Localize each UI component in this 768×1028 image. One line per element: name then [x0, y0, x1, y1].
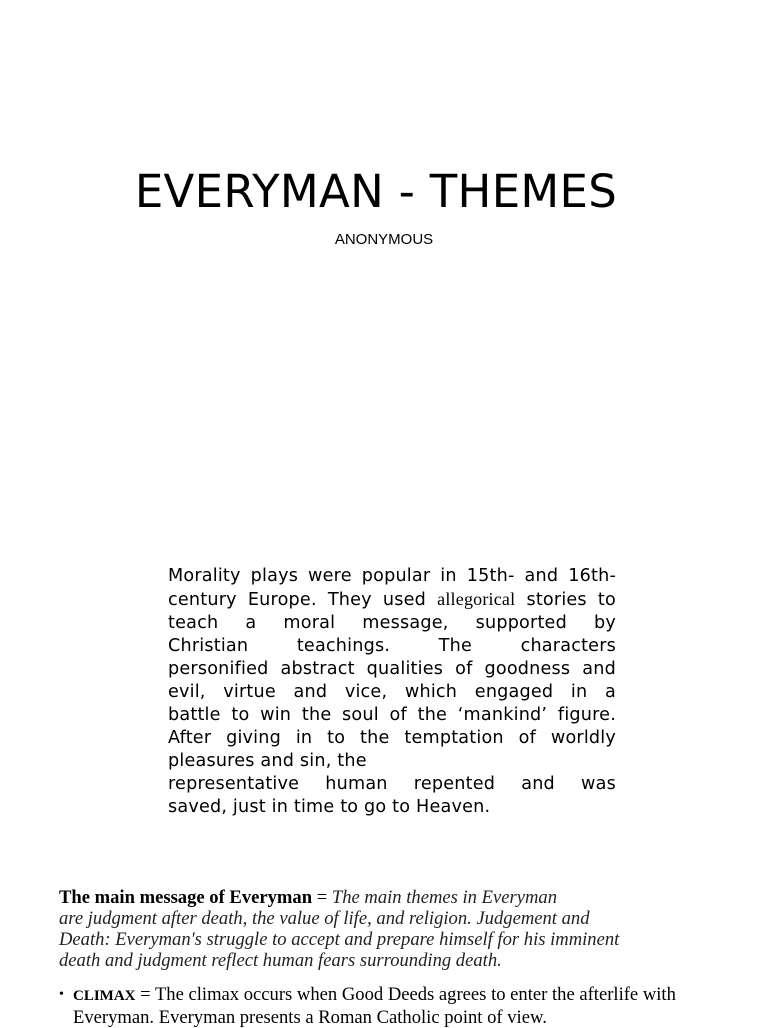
main-message-line	[59, 950, 659, 971]
page-title: EVERYMAN - THEMES	[134, 165, 618, 218]
intro-line	[168, 588, 616, 612]
bullet-dot-icon: •	[59, 987, 64, 1002]
intro-line-tail: stories to	[515, 590, 616, 610]
intro-line: teach a moral message, supported by	[168, 613, 616, 633]
intro-paragraph	[168, 565, 616, 819]
intro-line: representative human repented and was	[168, 774, 616, 794]
intro-line: pleasures and sin, the	[168, 751, 367, 771]
intro-line: battle to win the soul of the ‘mankind’ figure.	[168, 705, 616, 725]
intro-line: evil, virtue and vice, which engaged in a	[168, 682, 616, 702]
climax-label: CLIMAX	[73, 988, 136, 1004]
page-subtitle: ANONYMOUS	[334, 231, 434, 248]
main-message-label: The main message of Everyman	[59, 887, 313, 908]
main-message-paragraph	[59, 887, 659, 971]
climax-line-text: The climax occurs when Good Deeds agrees to enter the afterlife with	[154, 984, 676, 1005]
main-message-text: The main themes in Everyman	[331, 887, 557, 908]
intro-line: Morality plays were popular in 15th- and 16th-	[168, 566, 616, 586]
intro-line: Christian teachings. The characters	[168, 636, 616, 656]
main-message-line	[59, 929, 659, 950]
main-message-line	[59, 887, 659, 908]
main-message-line	[59, 908, 659, 929]
climax-line: Everyman. Everyman presents a Roman Catholic point of view.	[73, 1007, 547, 1028]
intro-line-text: century Europe. They used	[168, 590, 438, 610]
main-message-text: death and judgment reflect human fears surrounding death.	[59, 950, 502, 971]
main-message-equals: =	[312, 887, 332, 908]
intro-line: personified abstract qualities of goodness and	[168, 659, 616, 679]
intro-allegorical-word: allegorical	[437, 589, 516, 609]
climax-line	[73, 984, 749, 1007]
climax-bullet-item	[59, 984, 749, 1028]
climax-text	[73, 984, 749, 1028]
main-message-text: are judgment after death, the value of life, and religion. Judgement and	[59, 908, 590, 929]
intro-line: saved, just in time to go to Heaven.	[168, 797, 491, 817]
main-message-text: Death: Everyman's struggle to accept and prepare himself for his imminent	[59, 929, 620, 950]
intro-line: After giving in to the temptation of worldly	[168, 728, 616, 748]
climax-equals: =	[135, 984, 155, 1005]
